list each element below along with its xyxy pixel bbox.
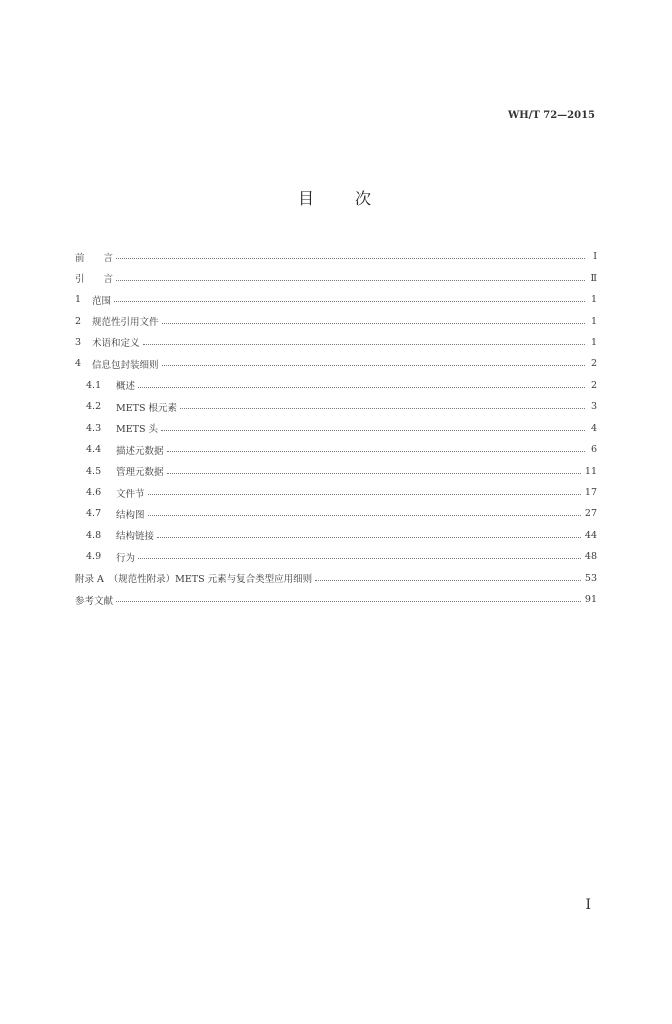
toc-entry-page: 44 [584,529,597,541]
toc-entry [75,332,597,353]
toc-entry-number: 4.6 [86,487,102,499]
toc-entry-page: 3 [590,401,597,413]
toc-subentry [75,418,597,439]
toc-entry-page: 2 [590,379,597,391]
toc-entry-label: METS 根元素 [116,402,178,414]
toc-leader-dots [138,387,585,388]
toc-entry-label: 结构图 [116,509,145,521]
toc-entry-label: METS 头 [116,424,159,436]
toc-subentry [75,396,597,417]
toc-entry-page: 6 [590,444,597,456]
toc-entry-label: 结构链接 [116,531,155,543]
toc-entry-number: 4.1 [86,379,102,391]
toc-entry-number: 1 [75,294,82,306]
toc-entry-label: 文件节 [116,488,145,500]
toc-leader-dots [116,280,585,281]
toc-leader-dots [157,537,581,538]
toc-subentry [75,482,597,503]
toc-entry-number: 4.5 [86,465,102,477]
toc-leader-dots [114,301,585,302]
toc-entry-page: Ⅰ [593,251,597,263]
toc-entry-label: 行为 [116,552,136,564]
toc-entry-label: 管理元数据 [116,467,164,479]
toc-entry [75,289,597,310]
toc-leader-dots [167,451,585,452]
toc-entry-page: 1 [590,336,597,348]
toc-entry-number: 2 [75,315,82,327]
toc-subentry [75,375,597,396]
toc-leader-dots [138,558,581,559]
toc-leader-dots [143,344,585,345]
toc-leader-dots [180,408,585,409]
toc-entry-label: 描述元数据 [116,445,164,457]
toc-entry [75,310,597,331]
toc-entry-number: 4.9 [86,551,102,563]
standard-code-header: WH/T 72—2015 [507,110,595,121]
toc-subentry [75,503,597,524]
toc-entry-appendix [75,568,597,589]
toc-leader-dots [162,365,585,366]
toc-leader-dots [315,580,581,581]
toc-entry-page: 91 [584,594,597,606]
toc-leader-dots [161,430,585,431]
page-number: I [585,897,591,913]
toc-entry-page: 48 [584,551,597,563]
toc-entry-number: 4.3 [86,422,102,434]
toc-entry-label: 引 言 [75,274,114,286]
toc-entry [75,353,597,374]
toc-entry [75,267,597,288]
toc-entry-label: 前 言 [75,252,114,264]
toc-title: 目 次 [297,189,374,208]
toc-entry-label: 规范性引用文件 [92,317,159,329]
toc-entry-label: 范围 [92,295,112,307]
toc-leader-dots [116,258,585,259]
toc-leader-dots [167,473,581,474]
toc-entry-page: 53 [584,572,597,584]
toc-entry-number: 4.8 [86,529,102,541]
toc-subentry [75,546,597,567]
toc-entry [75,246,597,267]
toc-entry-label: 概述 [116,381,136,393]
toc-entry-page: 1 [590,315,597,327]
toc-entry-label: 参考文献 [75,595,114,607]
toc-entry-number: 4.7 [86,508,102,520]
toc-entry-number: 4 [75,358,82,370]
toc-entry-page: 11 [584,465,597,477]
toc-entry-page: 1 [590,294,597,306]
toc-entry-page: Ⅱ [590,272,597,284]
toc-entry-number: 4.2 [86,401,102,413]
toc-leader-dots [162,323,585,324]
toc-entry-bibliography [75,589,597,610]
toc-entry-number: 4.4 [86,444,102,456]
toc-subentry [75,525,597,546]
toc-entry-page: 27 [584,508,597,520]
toc-subentry [75,460,597,481]
toc-entry-label: 术语和定义 [92,338,140,350]
toc-entry-label: 附录 A （规范性附录）METS 元素与复合类型应用细则 [75,574,313,586]
toc-entry-page: 2 [590,358,597,370]
toc-leader-dots [148,494,581,495]
toc-entry-number: 3 [75,336,82,348]
toc-entry-label: 信息包封装细则 [92,359,159,371]
toc-leader-dots [116,601,581,602]
toc-entry-page: 4 [590,422,597,434]
toc-entry-page: 17 [584,487,597,499]
toc-leader-dots [148,515,581,516]
toc-subentry [75,439,597,460]
table-of-contents [75,246,597,610]
